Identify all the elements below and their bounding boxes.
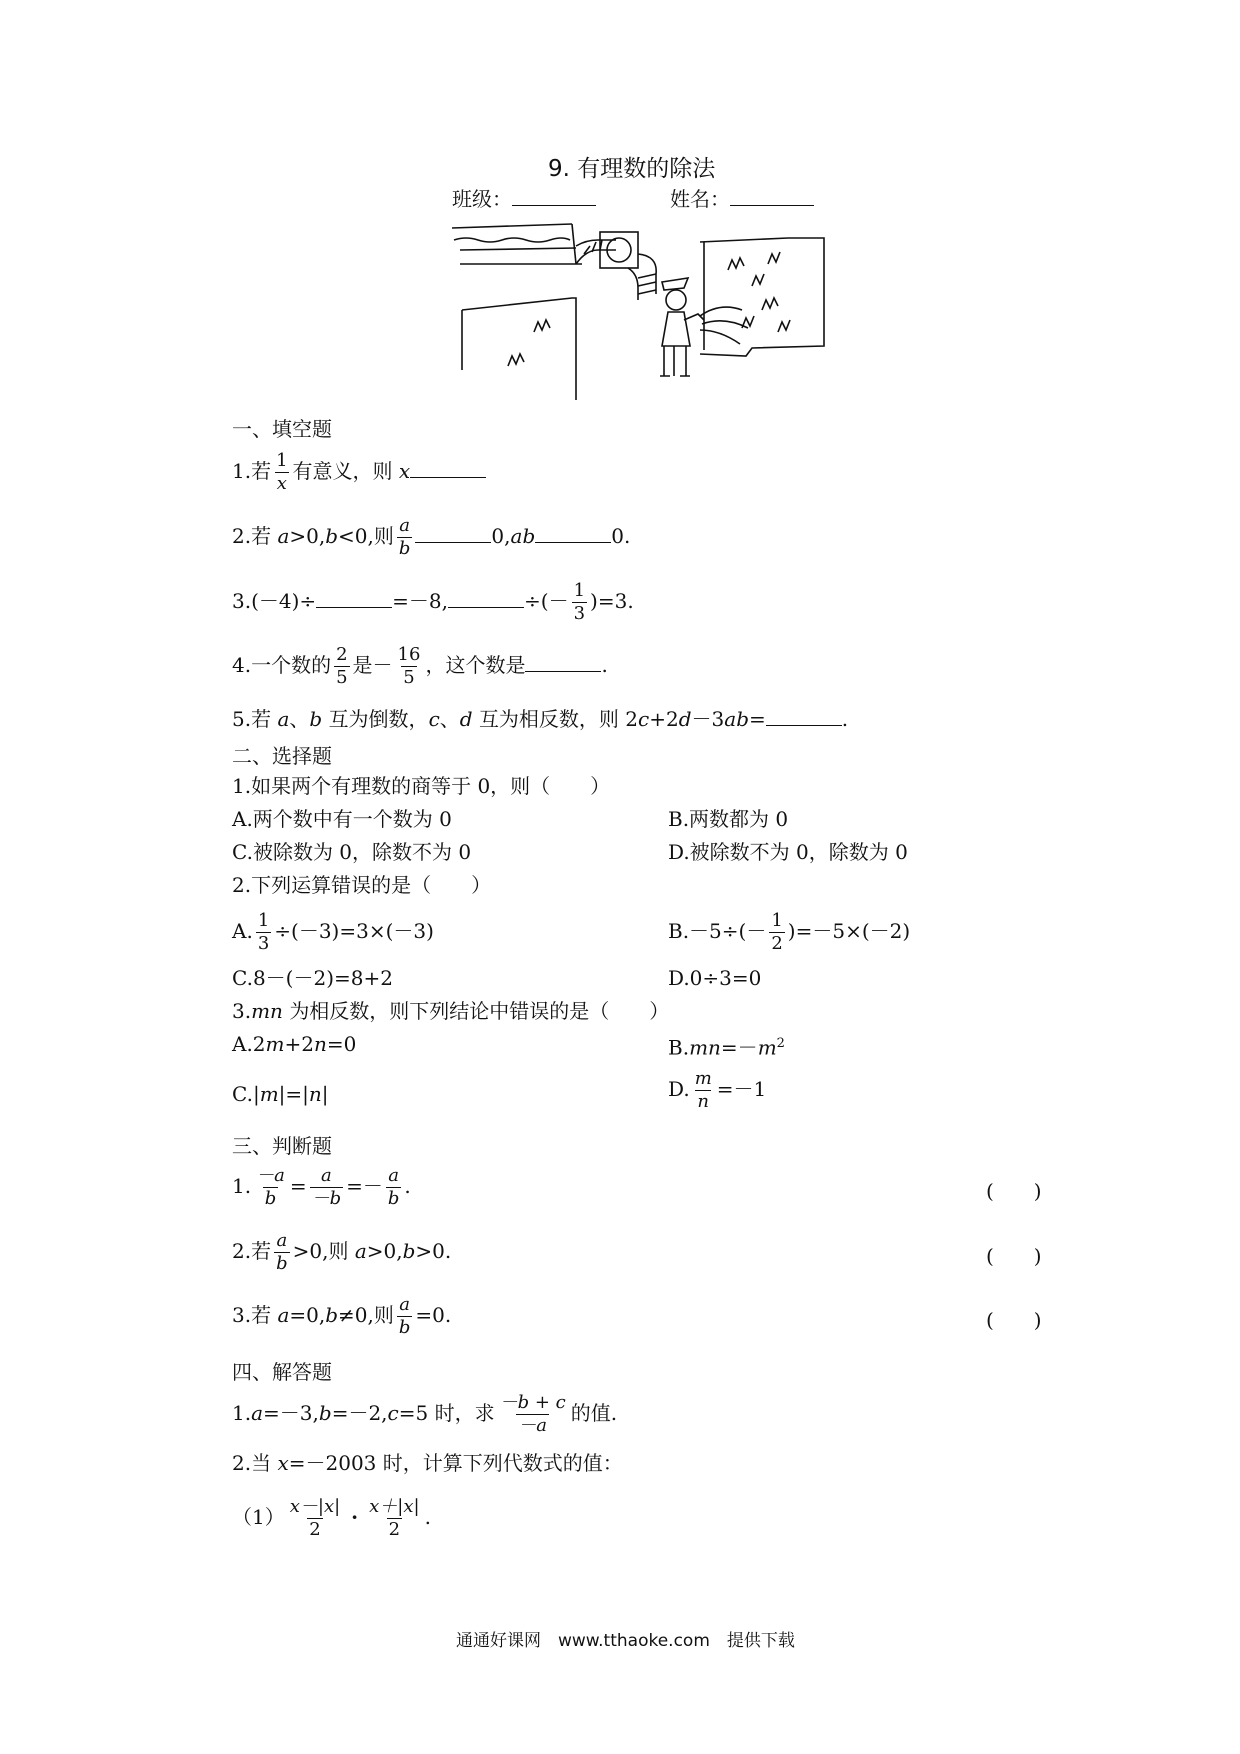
fraction: $\frac{1}{2}$ [771,910,783,954]
choice-q3-option-d[interactable]: D. $\frac{m}{n}$ =－1 [668,1068,767,1112]
fill-q5: 5.若 a、b 互为倒数，c、d 互为相反数，则 2c+2d－3ab= . [232,707,849,731]
fraction: $\frac{x-|x|}{2}$ [289,1496,341,1540]
fraction: $\frac{1}{3}$ [257,910,270,954]
fraction: $\frac{16}{5}$ [397,644,421,688]
judge-q1-answer[interactable]: ( ) [986,1179,1042,1203]
choice-q2-option-a[interactable]: A. $\frac{1}{3}$ ÷(－3)=3×(－3) [232,910,434,954]
judge-q1: 1. $\frac{-a}{b}$ = $\frac{a}{-b}$ =－ $\frac{a}{b}$ . [232,1165,411,1209]
answer-blank[interactable] [766,707,842,726]
answer-blank[interactable] [316,589,392,608]
choice-q3-option-a[interactable]: A.2m+2n=0 [232,1032,357,1056]
fraction: $\frac{a}{-b}$ [311,1165,342,1209]
fill-q4: 4.一个数的 $\frac{2}{5}$ 是－ $\frac{16}{5}$ ，这个数是 . [232,644,608,688]
illustration [452,220,830,400]
answer-blank[interactable] [410,459,486,478]
page-title: 9. 有理数的除法 [548,156,716,182]
choice-q1-stem: 1.如果两个有理数的商等于 0，则（ ） [232,774,611,798]
choice-q1-option-c[interactable]: C.被除数为 0，除数不为 0 [232,840,472,864]
choice-q1-option-b[interactable]: B.两数都为 0 [668,807,789,831]
section-solve-heading: 四、解答题 [232,1360,332,1384]
fraction: $\frac{1}{x}$ [276,450,288,494]
fraction: $\frac{m}{n}$ [694,1068,712,1112]
name-blank[interactable] [730,187,814,206]
choice-q2-option-b[interactable]: B.－5÷(－ $\frac{1}{2}$ )=－5×(－2) [668,910,911,954]
name-label: 姓名： [670,187,730,211]
class-blank[interactable] [512,187,596,206]
judge-q3-answer[interactable]: ( ) [986,1308,1042,1332]
answer-blank[interactable] [448,589,524,608]
name-field [670,186,814,212]
class-label: 班级： [452,187,512,211]
answer-blank[interactable] [415,524,491,543]
answer-blank[interactable] [525,653,601,672]
fraction: $\frac{2}{5}$ [336,644,348,688]
choice-q2-option-c[interactable]: C.8－(－2)=8+2 [232,966,393,990]
fraction: $\frac{-b + c}{-a}$ [499,1392,566,1436]
section-judge-heading: 三、判断题 [232,1134,332,1158]
fraction: $\frac{a}{b}$ [398,1294,411,1338]
choice-q3-option-c[interactable]: C.|m|=|n| [232,1082,329,1106]
choice-q2-option-d[interactable]: D.0÷3=0 [668,966,762,990]
answer-blank[interactable] [535,524,611,543]
solve-q1: 1.a=－3,b=－2,c=5 时，求 $\frac{-b + c}{-a}$ 的值. [232,1392,618,1436]
class-field [452,186,596,212]
judge-q3: 3.若 a=0,b≠0,则 $\frac{a}{b}$ =0. [232,1294,452,1338]
choice-q1-option-d[interactable]: D.被除数不为 0，除数为 0 [668,840,908,864]
section-fill-in-heading: 一、填空题 [232,417,332,441]
fraction: $\frac{x+|x|}{2}$ [369,1496,420,1540]
solve-q2-part1: （1） $\frac{x-|x|}{2}$ · $\frac{x+|x|}{2}$ . [232,1496,431,1540]
fill-q3: 3.(－4)÷ =－8, ÷(－ $\frac{1}{3}$ )=3. [232,580,634,624]
fill-q2: 2.若 a>0,b<0,则 $\frac{a}{b}$ 0,ab 0. [232,515,631,559]
judge-q2: 2.若 $\frac{a}{b}$ >0,则 a>0,b>0. [232,1230,452,1274]
choice-q1-option-a[interactable]: A.两个数中有一个数为 0 [232,807,452,831]
choice-q2-stem: 2.下列运算错误的是（ ） [232,873,492,897]
fraction: $\frac{1}{3}$ [573,580,586,624]
fraction: $\frac{a}{b}$ [387,1165,400,1209]
judge-q2-answer[interactable]: ( ) [986,1244,1042,1268]
fraction: $\frac{a}{b}$ [398,515,411,559]
choice-q3-option-b[interactable]: $B.mn=-m^2$ [668,1035,785,1060]
footer-source: 通通好课网 www.tthaoke.com 提供下载 [456,1631,795,1651]
fill-q1: 1.若 $\frac{1}{x}$ 有意义，则 x [232,450,486,495]
solve-q2: 2.当 x=－2003 时，计算下列代数式的值： [232,1451,623,1475]
section-choice-heading: 二、选择题 [232,744,332,768]
fraction: $\frac{a}{b}$ [276,1230,288,1274]
choice-q3-stem: 3.mn 为相反数，则下列结论中错误的是（ ） [232,999,670,1023]
fraction: $\frac{-a}{b}$ [256,1165,285,1209]
